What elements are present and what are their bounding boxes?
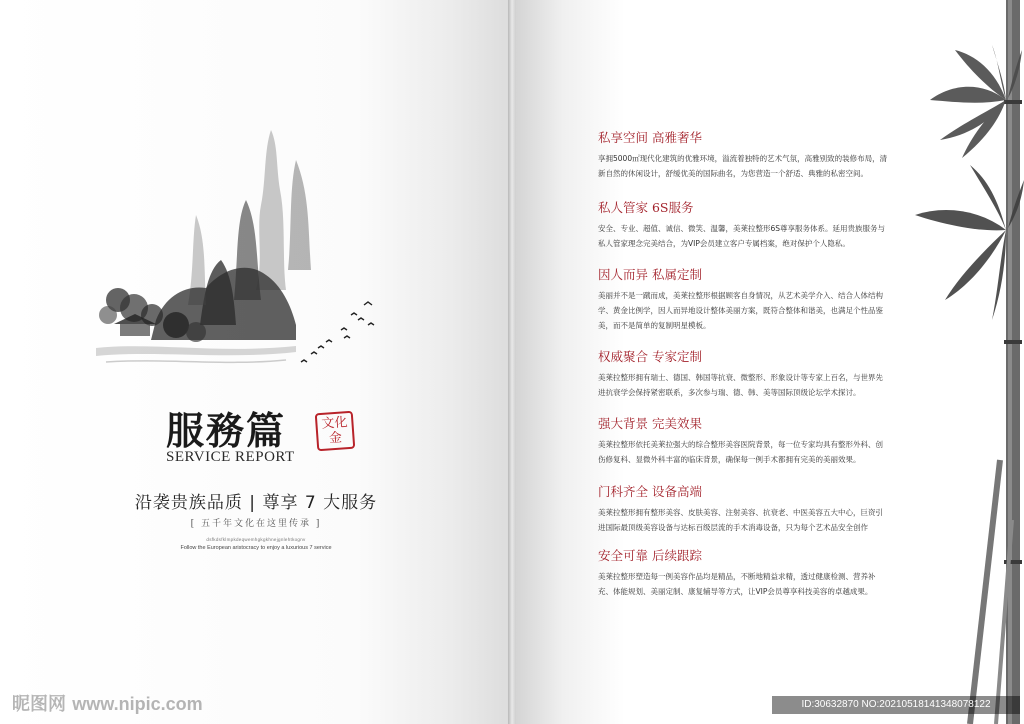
tiny-decorative-line: dsfkdsfklmpkdeqwemhgkgkhnejgnlehtkognv [206,537,306,542]
section-title: 强大背景 完美效果 [598,416,702,431]
section-equipment [598,482,890,535]
watermark-id: ID:30632870 NO:20210518141348078122 [772,696,1020,714]
section-title: 因人而异 私属定制 [598,267,702,282]
section-background [598,414,890,467]
section-body: 美莱拉整形依托美莱拉强大的综合整形美容医院背景，每一位专家均具有整形外科、创伤修复科、显微外科丰富的临床背景，确保每一例手术都拥有完美的美丽效果。 [598,440,883,464]
section-title: 私人管家 6S服务 [598,200,694,215]
tiny-english-tagline: Follow the European aristocracy to enjoy a luxurious 7 service [180,545,332,551]
watermark-left [12,690,203,716]
section-title: 门科齐全 设备高端 [598,484,702,499]
section-butler [598,198,890,251]
section-safety [598,546,890,599]
section-experts [598,347,890,400]
sub-slogan: [ 五千年文化在这里传承 ] [190,519,322,529]
ink-landscape-illustration [96,110,386,400]
section-body: 享拥5000㎡现代化建筑的优雅环境，溢流着独特的艺术气氛，高雅别致的装修布局，清新自然的休闲设计，舒缓优美的国际曲名，为您营造一个舒适、典雅的私密空间。 [598,154,888,178]
bamboo-illustration [900,0,1024,724]
section-body: 美莱拉整形拥有整形美容、皮肤美容、注射美容、抗衰老、中医美容五大中心，巨资引进国际最顶级美容设备与达标百级层流的手术消毒设备，只为每个艺术品安全创作 [598,508,883,532]
service-title-calligraphy: 服務篇 [166,408,287,453]
red-seal-stamp [315,411,356,452]
watermark-logo-text: 昵图网 [12,694,66,715]
section-title: 安全可靠 后续跟踪 [598,548,702,563]
section-private-space [598,128,890,181]
watermark-url: www.nipic.com [72,694,203,714]
seal-text: 文化金 [320,415,348,447]
service-title-english: SERVICE REPORT [166,449,295,465]
section-body: 美丽并不是一蹴而成，美莱拉整形根据顾客自身情况，从艺术美学介入、结合人体结构学、黄金比例学，因人而异地设计整体美丽方案，既符合整体和谐美，也满足个性品鉴美，而不是简单的复制明星模板。 [598,291,883,330]
section-title: 权威聚合 专家定制 [598,349,702,364]
section-title: 私享空间 高雅奢华 [598,130,702,145]
slogan: 沿袭贵族品质 | 尊享 7 大服务 [134,493,378,513]
section-body: 美莱拉整形拥有瑞士、德国、韩国等抗衰、微整形、形象设计等专家上百名，与世界先进抗衰学会保持紧密联系，多次参与瑞、德、韩、美等国际顶级论坛学术探讨。 [598,373,883,397]
section-customization [598,265,890,333]
book-spine [508,0,516,724]
section-body: 安全、专业、超值、诚信、微笑、温馨，美莱拉整形6S尊享服务体系。延用贵族服务与私人管家理念完美结合，为VIP会员建立客户专属档案，绝对保护个人隐私。 [598,224,886,248]
section-body: 美莱拉整形塑造每一例美容作品均是精品，不断地精益求精，透过健康检测、营养补充、体能规划、美丽定制、康复辅导等方式，让VIP会员尊享科技美容的卓越成果。 [598,572,876,596]
